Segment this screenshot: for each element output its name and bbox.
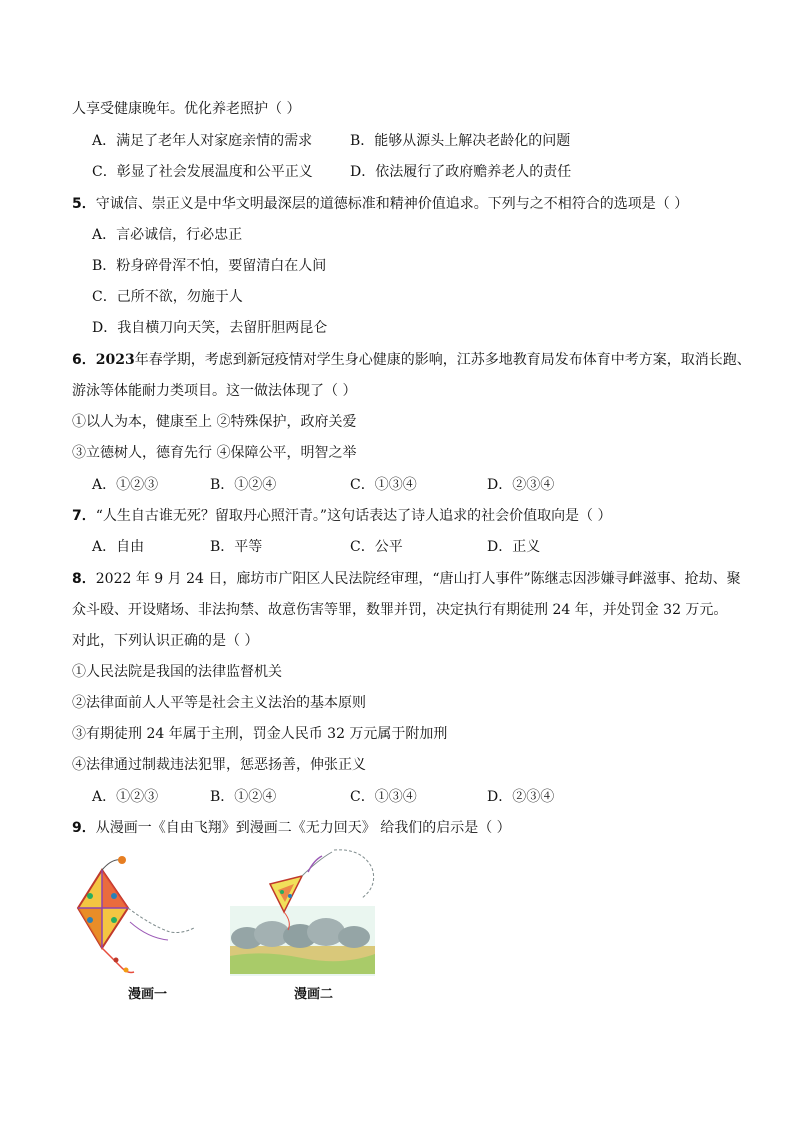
q8-stem-line2: 众斗殴、开设赌场、非法拘禁、故意伤害等罪，数罪并罚，决定执行有期徒刑 24 年，并处罚金 32 万元。 bbox=[72, 602, 728, 618]
q6-option-b[interactable]: B．①②④ bbox=[210, 477, 277, 493]
q8-item-1: ①人民法院是我国的法律监督机关 bbox=[72, 664, 282, 680]
q7-option-c[interactable]: C．公平 bbox=[350, 539, 403, 555]
q8-option-b[interactable]: B．①②④ bbox=[210, 789, 277, 805]
q8-item-2: ②法律面前人人平等是社会主义法治的基本原则 bbox=[72, 695, 366, 711]
cartoon-one-caption: 漫画一 bbox=[128, 987, 168, 1002]
q8-item-3: ③有期徒刑 24 年属于主刑，罚金人民币 32 万元属于附加刑 bbox=[72, 726, 448, 742]
q6-option-d[interactable]: D．②③④ bbox=[487, 477, 555, 493]
q5-stem: 5．守诚信、崇正义是中华文明最深层的道德标准和精神价值追求。下列与之不相符合的选项是（ ） bbox=[72, 196, 689, 212]
cartoon-one-kite-illustration bbox=[72, 848, 202, 978]
q8-option-d[interactable]: D．②③④ bbox=[487, 789, 555, 805]
q5-option-c[interactable]: C．己所不欲，勿施于人 bbox=[92, 289, 243, 305]
q8-option-c[interactable]: C．①③④ bbox=[350, 789, 417, 805]
q8-item-4: ④法律通过制裁违法犯罪，惩恶扬善，伸张正义 bbox=[72, 757, 366, 773]
q4-stem-tail: 人享受健康晚年。优化养老照护（ ） bbox=[72, 101, 301, 117]
q8-option-a[interactable]: A．①②③ bbox=[92, 789, 159, 805]
q8-stem-line3: 对此，下列认识正确的是（ ） bbox=[72, 633, 259, 649]
q5-option-b[interactable]: B．粉身碎骨浑不怕，要留清白在人间 bbox=[92, 258, 327, 274]
q6-stem-line2: 游泳等体能耐力类项目。这一做法体现了（ ） bbox=[72, 383, 357, 399]
q7-option-b[interactable]: B．平等 bbox=[210, 539, 263, 555]
cartoon-two-caption: 漫画二 bbox=[294, 987, 334, 1002]
q4-option-d[interactable]: D．依法履行了政府赡养老人的责任 bbox=[350, 164, 572, 180]
q7-option-a[interactable]: A．自由 bbox=[92, 539, 145, 555]
q4-option-b[interactable]: B．能够从源头上解决老龄化的问题 bbox=[350, 133, 571, 149]
q4-option-c[interactable]: C．彰显了社会发展温度和公平正义 bbox=[92, 164, 313, 180]
q6-stem-line1: 6．2023年春学期，考虑到新冠疫情对学生身心健康的影响，江苏多地教育局发布体育中考方案，取消长跑、 bbox=[72, 352, 751, 368]
q6-item-row1: ①以人为本，健康至上 ②特殊保护，政府关爱 bbox=[72, 414, 357, 430]
q5-option-a[interactable]: A．言必诚信，行必忠正 bbox=[92, 227, 243, 243]
q6-item-row2: ③立德树人，德育先行 ④保障公平，明智之举 bbox=[72, 445, 357, 461]
q8-stem-line1: 8．2022 年 9 月 24 日，廊坊市广阳区人民法院经审理，“唐山打人事件”陈继志因涉嫌寻衅滋事、抢劫、聚 bbox=[72, 571, 741, 587]
q4-option-a[interactable]: A．满足了老年人对家庭亲情的需求 bbox=[92, 133, 313, 149]
q6-option-a[interactable]: A．①②③ bbox=[92, 477, 159, 493]
q6-option-c[interactable]: C．①③④ bbox=[350, 477, 417, 493]
q9-stem: 9．从漫画一《自由飞翔》到漫画二《无力回天》 给我们的启示是（ ） bbox=[72, 820, 511, 836]
cartoon-two-crashed-kite-illustration bbox=[222, 846, 382, 981]
q7-stem: 7．“人生自古谁无死？留取丹心照汗青。”这句话表达了诗人追求的社会价值取向是（ ） bbox=[72, 508, 612, 524]
q7-option-d[interactable]: D．正义 bbox=[487, 539, 541, 555]
q5-option-d[interactable]: D．我自横刀向天笑，去留肝胆两昆仑 bbox=[92, 320, 328, 336]
